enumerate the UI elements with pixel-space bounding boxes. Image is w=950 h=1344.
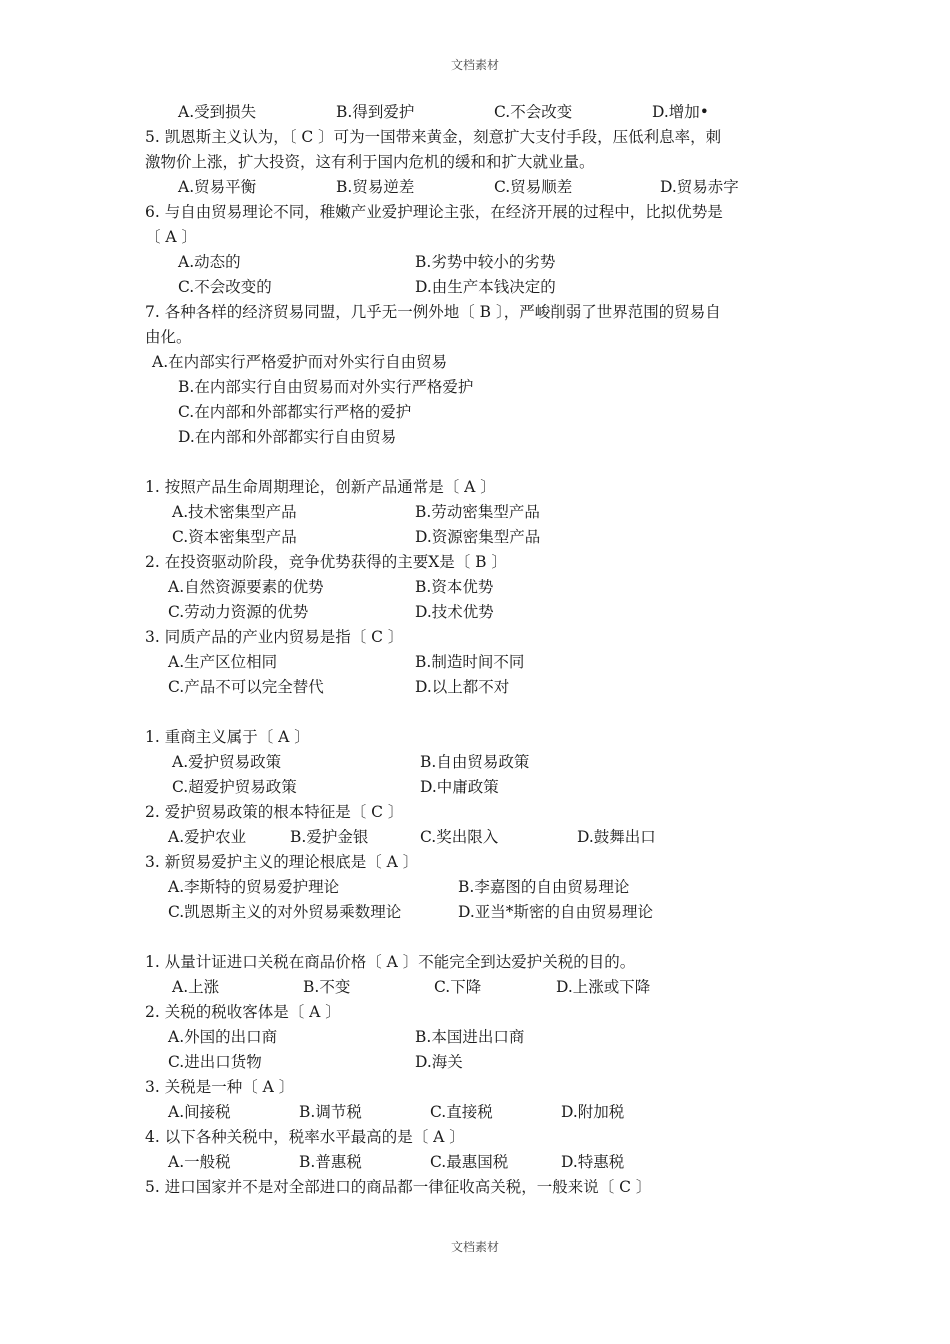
option-a: A.爱护贸易政策 [172,753,282,771]
option-b: B.贸易逆差 [336,178,415,196]
option-d: D.附加税 [561,1103,625,1121]
option-c: C.凯恩斯主义的对外贸易乘数理论 [168,903,402,921]
question-text: 4. 以下各种关税中，税率水平最高的是〔 A 〕 [145,1128,465,1146]
option-d: D.亚当*斯密的自由贸易理论 [458,903,654,921]
option-c: C.在内部和外部都实行严格的爱护 [178,403,412,421]
question-text: 7. 各种各样的经济贸易同盟，几乎无一例外地〔 B 〕，严峻削弱了世界范围的贸易自 [145,303,721,321]
option-a: A.外国的出口商 [168,1028,278,1046]
option-b: B.李嘉图的自由贸易理论 [458,878,630,896]
option-a: A.技术密集型产品 [172,503,297,521]
option-a: A.自然资源要素的优势 [168,578,324,596]
question-text: 2. 在投资驱动阶段，竞争优势获得的主要X是〔 B 〕 [145,553,507,571]
option-c: C.劳动力资源的优势 [168,603,309,621]
option-a: A.贸易平衡 [178,178,257,196]
option-d: D.以上都不对 [415,678,510,696]
option-b: B.调节税 [299,1103,362,1121]
option-d: D.增加• [652,103,709,121]
option-d: D.鼓舞出口 [577,828,656,846]
option-c: C.产品不可以完全替代 [168,678,324,696]
option-c: C.不会改变 [494,103,573,121]
option-a: A.动态的 [178,253,241,271]
option-b: B.资本优势 [415,578,494,596]
question-text: 1. 按照产品生命周期理论，创新产品通常是〔 A 〕 [145,478,496,496]
option-b: B.本国进出口商 [415,1028,525,1046]
option-b: B.在内部实行自由贸易而对外实行严格爱护 [178,378,474,396]
option-b: B.得到爱护 [336,103,415,121]
option-b: B.劳动密集型产品 [415,503,540,521]
question-text: 〔 A 〕 [145,228,198,246]
option-b: B.制造时间不同 [415,653,525,671]
option-b: B.爱护金银 [290,828,369,846]
option-a: A.间接税 [168,1103,231,1121]
option-c: C.不会改变的 [178,278,272,296]
question-text: 3. 关税是一种〔 A 〕 [145,1078,295,1096]
question-text: 2. 爱护贸易政策的根本特征是〔 C 〕 [145,803,404,821]
option-c: C.超爱护贸易政策 [172,778,297,796]
option-c: C.贸易顺差 [494,178,573,196]
option-d: D.上涨或下降 [556,978,651,996]
option-c: C.进出口货物 [168,1053,262,1071]
page-footer: 文档素材 [450,1240,499,1254]
option-d: D.贸易赤字 [660,178,739,196]
option-a: A.受到损失 [178,103,257,121]
option-b: B.普惠税 [299,1153,362,1171]
question-text: 1. 重商主义属于〔 A 〕 [145,728,310,746]
question-text: 5. 凯恩斯主义认为，〔 C 〕可为一国带来黄金，刻意扩大支付手段，压低利息率，刺 [145,128,722,146]
question-text: 激物价上涨，扩大投资，这有利于国内危机的缓和和扩大就业量。 [145,153,595,171]
question-text: 由化。 [145,328,192,346]
option-b: B.自由贸易政策 [420,753,530,771]
question-text: 3. 新贸易爱护主义的理论根底是〔 A 〕 [145,853,419,871]
option-c: C.资本密集型产品 [172,528,297,546]
option-c: C.直接税 [430,1103,493,1121]
option-b: B.劣势中较小的劣势 [415,253,556,271]
option-a: A.李斯特的贸易爱护理论 [168,878,340,896]
question-text: 6. 与自由贸易理论不同，稚嫩产业爱护理论主张，在经济开展的过程中，比拟优势是 [145,203,723,221]
option-a: A.上涨 [172,978,220,996]
option-b: B.不变 [303,978,351,996]
option-d: D.海关 [415,1053,463,1071]
question-text: 1. 从量计证进口关税在商品价格〔 A 〕不能完全到达爱护关税的目的。 [145,953,636,971]
option-c: C.下降 [434,978,482,996]
option-d: D.由生产本钱决定的 [415,278,556,296]
option-d: D.在内部和外部都实行自由贸易 [178,428,397,446]
option-a: A.生产区位相同 [168,653,278,671]
page-header: 文档素材 [450,58,499,72]
question-text: 2. 关税的税收客体是〔 A 〕 [145,1003,341,1021]
question-text: 5. 进口国家并不是对全部进口的商品都一律征收高关税，一般来说〔 C 〕 [145,1178,652,1196]
option-c: C.奖出限入 [420,828,499,846]
option-d: D.特惠税 [561,1153,625,1171]
option-a: A.爱护农业 [168,828,247,846]
option-a: A.一般税 [168,1153,231,1171]
option-d: D.中庸政策 [420,778,499,796]
option-a: A.在内部实行严格爱护而对外实行自由贸易 [152,353,448,371]
option-d: D.资源密集型产品 [415,528,541,546]
option-c: C.最惠国税 [430,1153,509,1171]
question-text: 3. 同质产品的产业内贸易是指〔 C 〕 [145,628,404,646]
option-d: D.技术优势 [415,603,494,621]
